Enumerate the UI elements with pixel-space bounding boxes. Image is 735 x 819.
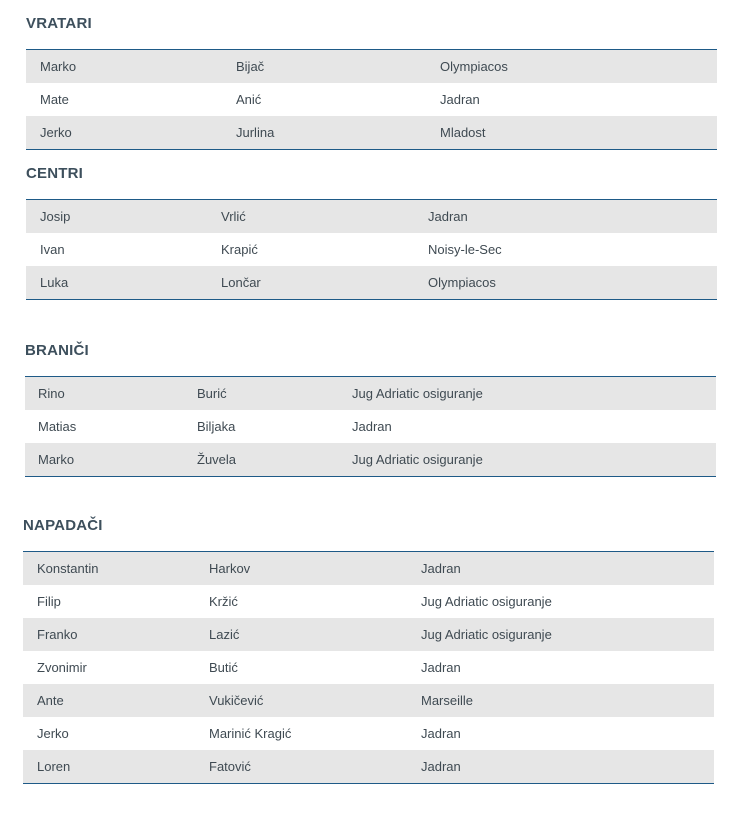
table-row	[23, 651, 714, 684]
section-title: CENTRI	[26, 165, 84, 182]
first-name-cell: Marko	[38, 452, 75, 467]
club-cell: Jug Adriatic osiguranje	[352, 452, 483, 467]
table-row	[26, 50, 717, 83]
last-name-cell: Lončar	[221, 275, 261, 290]
table-row	[25, 410, 716, 443]
last-name-cell: Fatović	[209, 759, 251, 774]
club-cell: Jadran	[440, 92, 480, 107]
table-row	[23, 750, 714, 783]
club-cell: Jadran	[421, 660, 461, 675]
first-name-cell: Matias	[38, 419, 77, 434]
first-name-cell: Zvonimir	[37, 660, 87, 675]
last-name-cell: Harkov	[209, 561, 251, 576]
first-name-cell: Luka	[40, 275, 69, 290]
roster-table	[26, 49, 717, 150]
roster-table	[25, 376, 716, 477]
table-row	[25, 377, 716, 410]
table-row	[23, 717, 714, 750]
table-row	[23, 618, 714, 651]
club-cell: Jadran	[421, 759, 461, 774]
section-title: VRATARI	[26, 15, 92, 32]
last-name-cell: Bijač	[236, 59, 265, 74]
first-name-cell: Marko	[40, 59, 77, 74]
club-cell: Jug Adriatic osiguranje	[421, 594, 552, 609]
first-name-cell: Mate	[40, 92, 69, 107]
roster-table	[23, 551, 714, 784]
first-name-cell: Ante	[37, 693, 64, 708]
table-row	[23, 585, 714, 618]
club-cell: Mladost	[440, 125, 486, 140]
club-cell: Jadran	[428, 209, 468, 224]
last-name-cell: Kržić	[209, 594, 238, 609]
club-cell: Noisy-le-Sec	[428, 242, 502, 257]
club-cell: Jug Adriatic osiguranje	[352, 386, 483, 401]
first-name-cell: Jerko	[40, 125, 72, 140]
table-row	[26, 200, 717, 233]
last-name-cell: Lazić	[209, 627, 240, 642]
last-name-cell: Krapić	[221, 242, 258, 257]
table-row	[26, 266, 717, 299]
club-cell: Olympiacos	[440, 59, 508, 74]
first-name-cell: Josip	[40, 209, 71, 224]
club-cell: Jadran	[421, 561, 461, 576]
table-row	[25, 443, 716, 476]
first-name-cell: Loren	[37, 759, 71, 774]
last-name-cell: Žuvela	[197, 452, 237, 467]
first-name-cell: Jerko	[37, 726, 69, 741]
club-cell: Olympiacos	[428, 275, 496, 290]
last-name-cell: Biljaka	[197, 419, 236, 434]
table-row	[26, 233, 717, 266]
first-name-cell: Ivan	[40, 242, 65, 257]
table-row	[26, 116, 717, 149]
club-cell: Jadran	[352, 419, 392, 434]
last-name-cell: Vukičević	[209, 693, 264, 708]
table-row	[23, 684, 714, 717]
last-name-cell: Vrlić	[221, 209, 246, 224]
table-row	[26, 83, 717, 116]
last-name-cell: Butić	[209, 660, 238, 675]
section-title: NAPADAČI	[23, 517, 103, 534]
last-name-cell: Burić	[197, 386, 227, 401]
club-cell: Jug Adriatic osiguranje	[421, 627, 552, 642]
section-title: BRANIČI	[25, 342, 89, 359]
first-name-cell: Filip	[37, 594, 61, 609]
first-name-cell: Konstantin	[37, 561, 99, 576]
last-name-cell: Jurlina	[236, 125, 275, 140]
table-row	[23, 552, 714, 585]
last-name-cell: Anić	[236, 92, 262, 107]
club-cell: Jadran	[421, 726, 461, 741]
last-name-cell: Marinić Kragić	[209, 726, 292, 741]
club-cell: Marseille	[421, 693, 474, 708]
first-name-cell: Franko	[37, 627, 78, 642]
roster-table	[26, 199, 717, 300]
first-name-cell: Rino	[38, 386, 65, 401]
